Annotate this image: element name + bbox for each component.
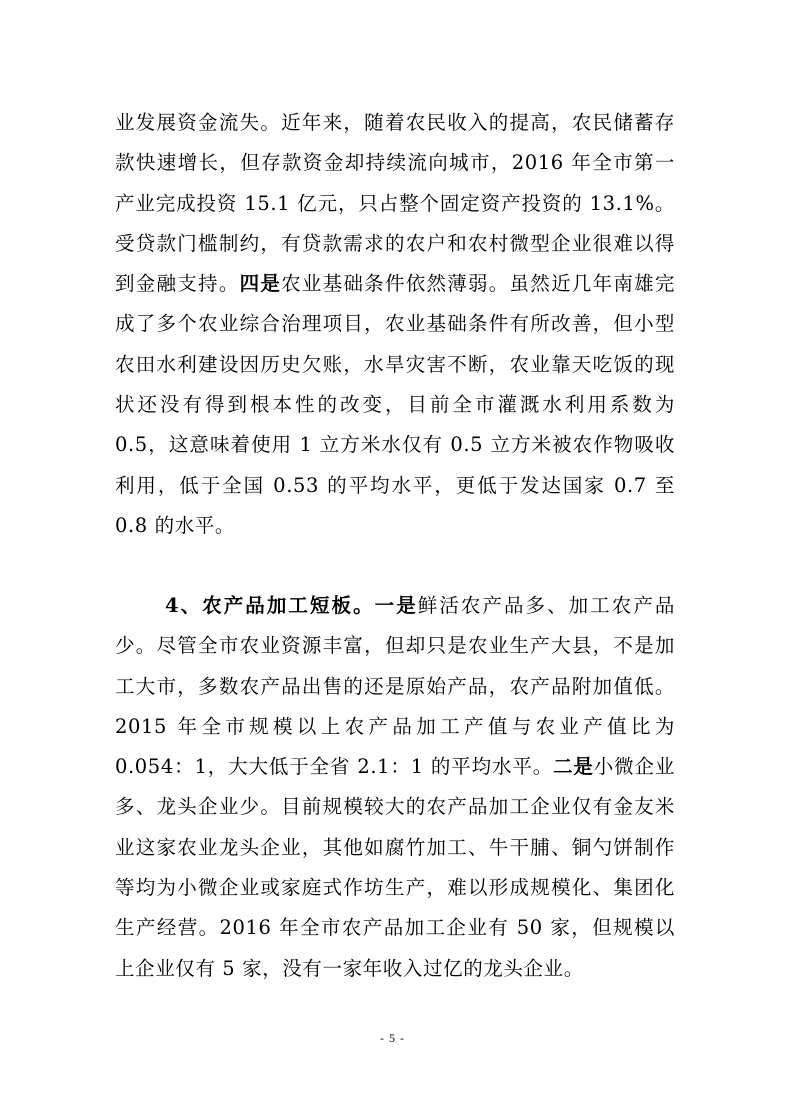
paragraph-text: 业发展资金流失。近年来，随着农民收入的提高，农民储蓄存款快速增长，但存款资金却持续流向城市，2016 年全市第一产业完成投资 15.1 亿元，只占整个固定资产投资的 13.1%。受贷款门槛制约，有贷款需求的农户和农村微型企业很难以得到金融支持。: [115, 111, 675, 296]
bold-marker-four: 四是: [239, 272, 282, 296]
paragraph-text: 小微企业多、龙头企业少。目前规模较大的农产品加工企业仅有金友米业这家农业龙头企业，其他如腐竹加工、牛干脯、铜勺饼制作等均为小微企业或家庭式作坊生产，难以形成规模化、集团化生产经营。2016 年全市农产品加工企业有 50 家，但规模以上企业仅有 5 家，没有一家年收入过亿的龙头企业。: [115, 755, 675, 980]
paragraph-text: 农业基础条件依然薄弱。虽然近几年南雄完成了多个农业综合治理项目，农业基础条件有所改善，但小型农田水利建设因历史欠账，水旱灾害不断，农业靠天吃饭的现状还没有得到根本性的改变，目前全市灌溉水利用系数为 0.5，这意味着使用 1 立方米水仅有 0.5 立方米被农作物吸收利用，低于全国 0.53 的平均水平，更低于发达国家 0.7 至 0.8 的水平。: [115, 272, 675, 537]
bold-marker-one: 一是: [374, 594, 418, 617]
page-number: - 5 -: [380, 1031, 405, 1045]
bold-marker-two: 二是: [553, 755, 594, 779]
body-paragraph: [115, 103, 675, 546]
section-paragraph: [115, 586, 675, 989]
section-heading: 4、农产品加工短板。: [165, 594, 375, 617]
paragraph-text: 鲜活农产品多、加工农产品少。尽管全市农业资源丰富，但却只是农业生产大县，不是加工大市，多数农产品出售的还是原始产品，农产品附加值低。2015 年全市规模以上农产品加工产值与农业产值比为 0.054：1，大大低于全省 2.1：1 的平均水平。: [115, 594, 675, 779]
